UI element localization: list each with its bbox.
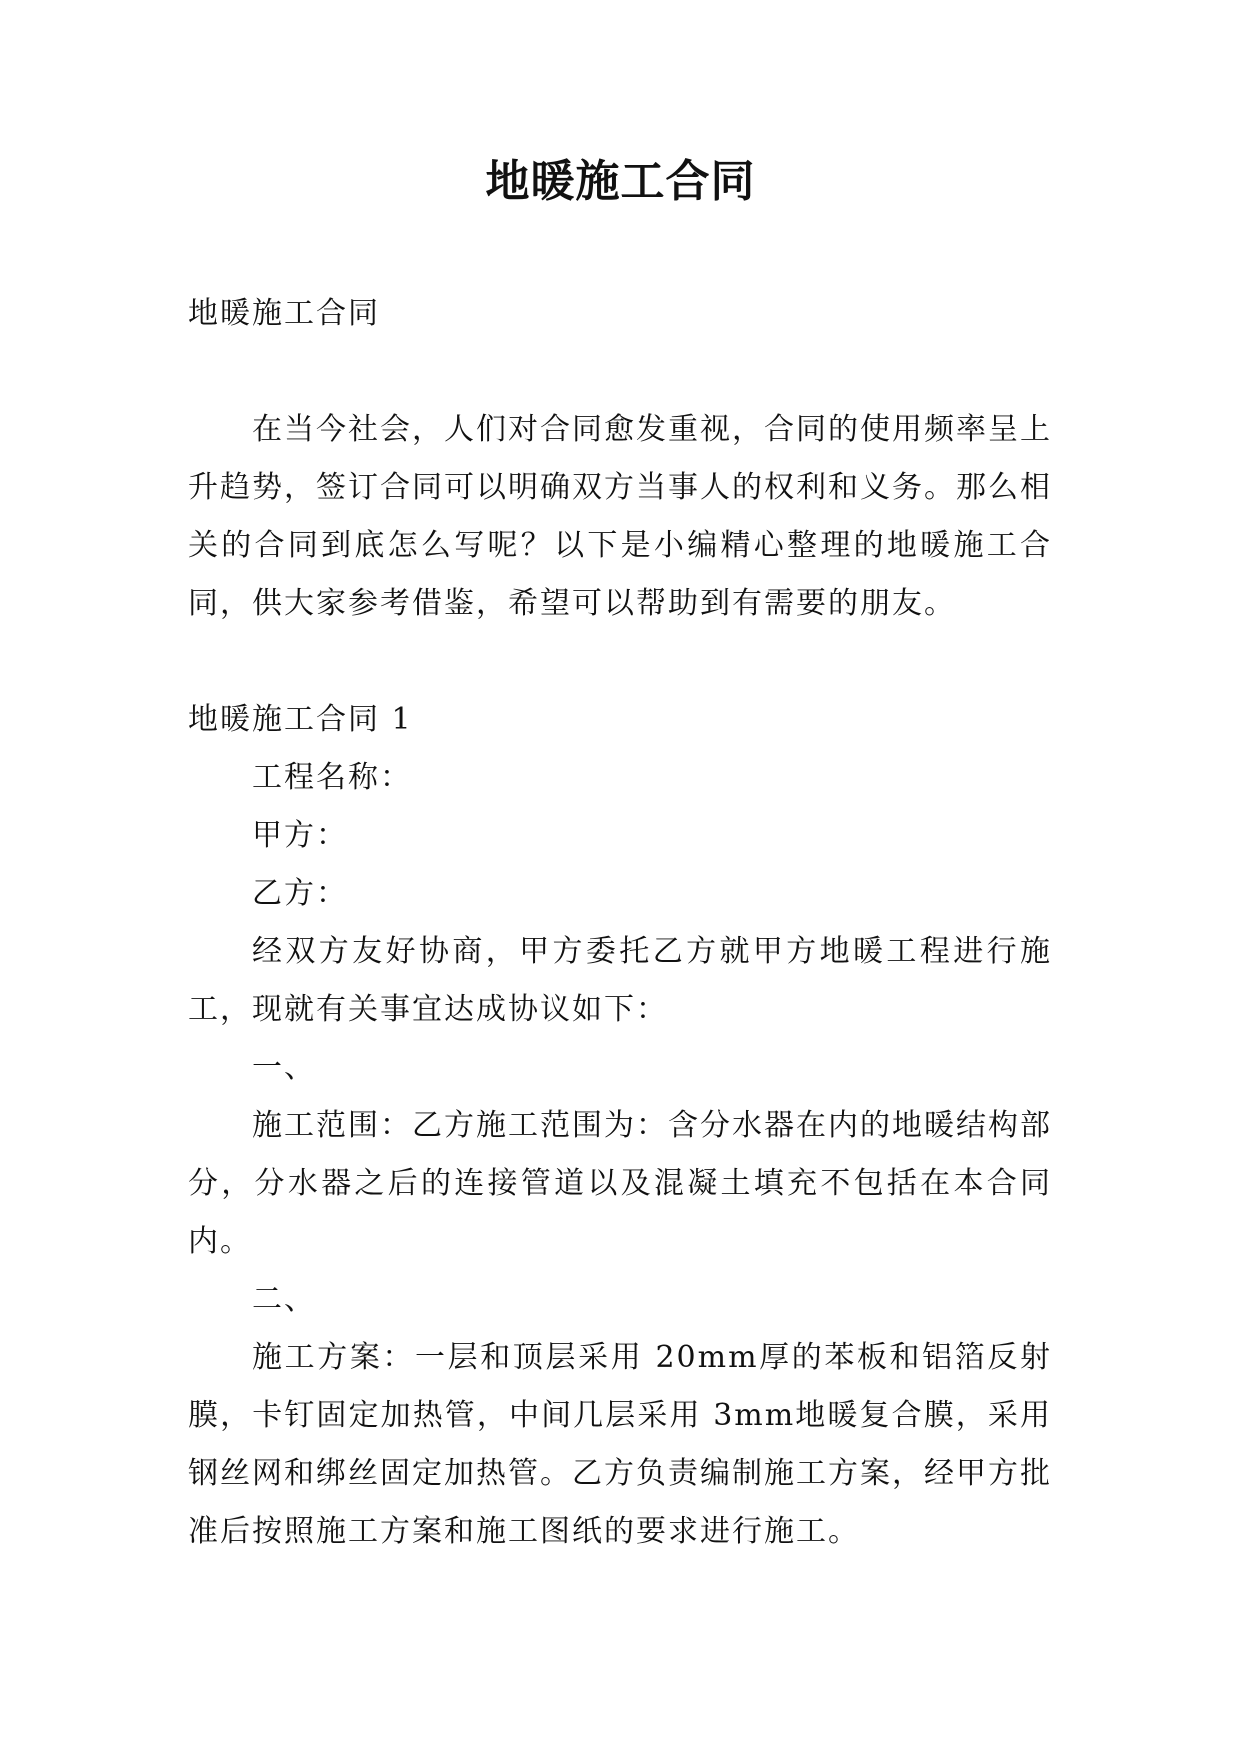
document-body [188, 285, 1052, 1561]
intro-paragraph: 在当今社会，人们对合同愈发重视，合同的使用频率呈上升趋势，签订合同可以明确双方当事人的权利和义务。那么相关的合同到底怎么写呢？以下是小编精心整理的地暖施工合同，供大家参考借鉴，希望可以帮助到有需要的朋友。 [188, 412, 1052, 621]
party-b-label: 乙方： [252, 876, 348, 911]
document-title: 地暖施工合同 [485, 156, 756, 207]
document-subtitle: 地暖施工合同 [188, 296, 380, 331]
party-a-label: 甲方： [252, 818, 348, 853]
clause-2-number: 二、 [252, 1282, 316, 1317]
clause-2-text: 施工方案：一层和顶层采用 20mm厚的苯板和铝箔反射膜，卡钉固定加热管，中间几层采用 3mm地暖复合膜，采用钢丝网和绑丝固定加热管。乙方负责编制施工方案，经甲方批准后按照施工方案和施工图纸的要求进行施工。 [188, 1340, 1052, 1549]
clause-1-text: 施工范围：乙方施工范围为：含分水器在内的地暖结构部分，分水器之后的连接管道以及混凝土填充不包括在本合同内。 [188, 1108, 1052, 1259]
project-name-label: 工程名称： [252, 760, 412, 795]
clause-1-number: 一、 [252, 1050, 316, 1085]
section-heading: 地暖施工合同 1 [188, 702, 413, 737]
agreement-intro: 经双方友好协商，甲方委托乙方就甲方地暖工程进行施工，现就有关事宜达成协议如下： [188, 934, 1052, 1027]
